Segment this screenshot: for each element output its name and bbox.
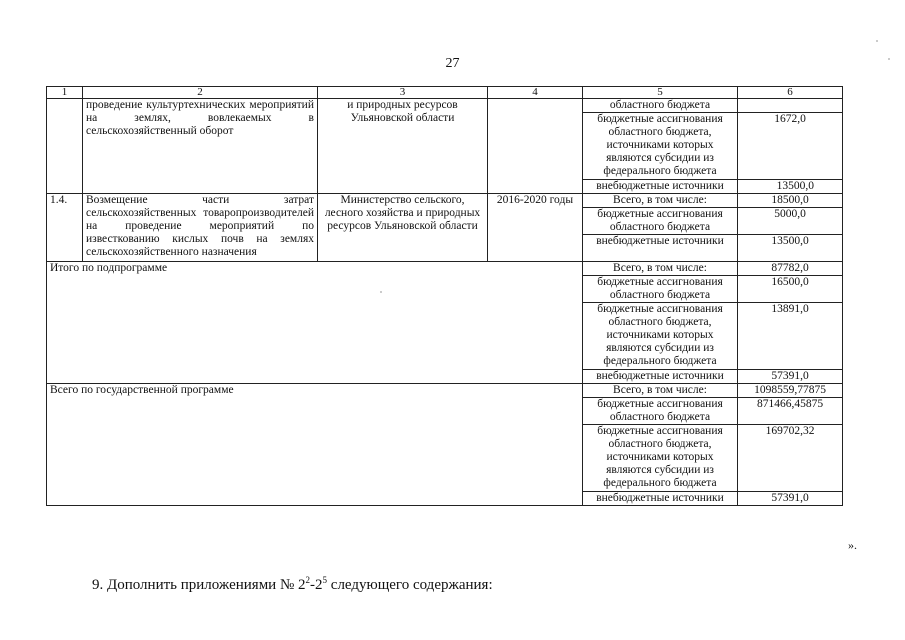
amendment-superscript: 5 [322, 575, 328, 585]
column-header: 1 [47, 87, 83, 99]
funding-value: 57391,0 [738, 370, 843, 384]
funding-value: 13500,0 [738, 180, 843, 194]
funding-source: Всего, в том числе: [583, 384, 738, 398]
funding-source: бюджетные ассигнования областного бюджета, источниками которых являются субсидии из федерального бюджета [583, 425, 738, 492]
column-header: 5 [583, 87, 738, 99]
funding-source: областного бюджета [583, 99, 738, 113]
activity-name: проведение культуртехнических мероприятий на землях, вовлекаемых в сельскохозяйственный оборот [83, 99, 318, 194]
funding-source: внебюджетные источники [583, 235, 738, 262]
period [488, 99, 583, 194]
funding-value: 13500,0 [738, 235, 843, 262]
funding-source: бюджетные ассигнования областного бюджета, источниками которых являются субсидии из федерального бюджета [583, 113, 738, 180]
funding-source: внебюджетные источники [583, 180, 738, 194]
funding-value [738, 99, 843, 113]
funding-value: 1672,0 [738, 113, 843, 180]
funding-value: 5000,0 [738, 208, 843, 235]
row-number [47, 99, 83, 194]
responsible-org: и природных ресурсов Ульяновской области [318, 99, 488, 194]
column-header: 6 [738, 87, 843, 99]
funding-source: бюджетные ассигнования областного бюджета, источниками которых являются субсидии из федерального бюджета [583, 303, 738, 370]
table-row [47, 194, 843, 208]
amendment-range: -2 [310, 577, 323, 593]
amendment-paragraph [92, 575, 493, 594]
column-header: 3 [318, 87, 488, 99]
amendment-superscript: 2 [305, 575, 311, 585]
funding-value: 871466,45875 [738, 398, 843, 425]
subtotal-title: Итого по подпрограмме [47, 262, 583, 384]
responsible-org: Министерство сельского, лесного хозяйства и природных ресурсов Ульяновской области [318, 194, 488, 262]
funding-source: внебюджетные источники [583, 492, 738, 506]
column-header: 2 [83, 87, 318, 99]
program-table [46, 86, 843, 506]
page-number: 27 [445, 56, 460, 71]
funding-value: 1098559,77875 [738, 384, 843, 398]
total-title: Всего по государственной программе [47, 384, 583, 506]
funding-value: 13891,0 [738, 303, 843, 370]
funding-source: бюджетные ассигнования областного бюджета [583, 398, 738, 425]
table-row [47, 262, 843, 276]
table-row [47, 384, 843, 398]
amendment-prefix: 9. Дополнить приложениями № 2 [92, 577, 306, 593]
funding-value: 18500,0 [738, 194, 843, 208]
table-row [47, 99, 843, 113]
activity-name: Возмещение части затрат сельскохозяйственных товаропроизводителей на проведение мероприятий по известкованию кислых почв на землях сельскохозяйственного назначения [83, 194, 318, 262]
funding-source: внебюджетные источники [583, 370, 738, 384]
funding-source: Всего, в том числе: [583, 262, 738, 276]
funding-value: 169702,32 [738, 425, 843, 492]
funding-value: 57391,0 [738, 492, 843, 506]
scan-speck [888, 58, 890, 60]
funding-source: Всего, в том числе: [583, 194, 738, 208]
row-number: 1.4. [47, 194, 83, 262]
closing-quote: ». [848, 538, 857, 552]
funding-source: бюджетные ассигнования областного бюджета [583, 208, 738, 235]
funding-value: 87782,0 [738, 262, 843, 276]
period: 2016-2020 годы [488, 194, 583, 262]
scan-speck [380, 291, 382, 293]
table-header-row [47, 87, 843, 99]
amendment-suffix: следующего содержания: [327, 577, 493, 593]
column-header: 4 [488, 87, 583, 99]
scan-speck [876, 40, 878, 42]
funding-value: 16500,0 [738, 276, 843, 303]
funding-source: бюджетные ассигнования областного бюджета [583, 276, 738, 303]
